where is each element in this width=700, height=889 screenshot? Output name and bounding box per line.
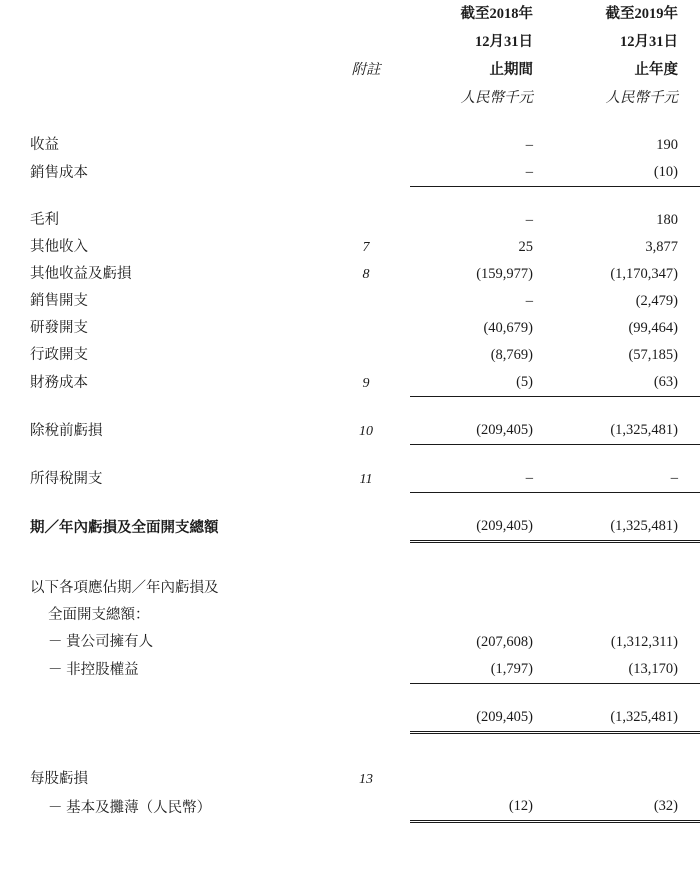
eps-label: 每股虧損 — [30, 771, 88, 787]
row-value-2018: 25 — [518, 239, 533, 255]
header-col1-line2: 12月31日 — [475, 34, 533, 50]
row-note — [340, 207, 410, 234]
attribution-item-note — [340, 629, 410, 656]
attribution-item-label: － 貴公司擁有人 — [48, 634, 154, 650]
attribution-blank2-2018 — [410, 602, 555, 629]
header-note-blank — [340, 0, 410, 28]
table-header-row-4 — [0, 84, 700, 112]
attribution-heading-row-1 — [0, 575, 700, 602]
row-value-2018: (159,977) — [476, 266, 533, 282]
spacer-row — [0, 733, 700, 755]
attribution-total-row — [0, 704, 700, 733]
attribution-total-note — [340, 704, 410, 733]
spacer-after-header — [0, 112, 700, 132]
attribution-item-value-2018: (1,797) — [410, 656, 555, 684]
row-value-2019: – — [555, 465, 700, 493]
row-label: 銷售開支 — [30, 293, 88, 309]
row-label: 收益 — [30, 137, 59, 153]
row-note — [340, 132, 410, 159]
row-value-2019: 190 — [656, 137, 678, 153]
row-value-2019: 3,877 — [645, 239, 678, 255]
row-value-2018: – — [410, 159, 555, 187]
eps-detail-value-2018: (12) — [410, 793, 555, 822]
attribution-blank-2019 — [555, 575, 700, 602]
row-note — [340, 159, 410, 187]
row-label: 除稅前虧損 — [30, 422, 103, 439]
spacer-row — [0, 187, 700, 208]
row-value-2018: (209,405) — [410, 513, 555, 542]
attribution-heading-line2: 全面開支總額： — [48, 607, 150, 623]
row-note — [340, 288, 410, 315]
eps-detail-note — [340, 793, 410, 822]
header-blank-2 — [0, 28, 340, 56]
row-label: 毛利 — [30, 212, 59, 228]
row-value-2019: 180 — [656, 212, 678, 228]
header-col1-line1: 截至2018年 — [460, 6, 533, 22]
row-value-2019: (1,170,347) — [610, 266, 678, 282]
attribution-item-label: － 非控股權益 — [48, 661, 139, 678]
attribution-item-row — [0, 629, 700, 656]
header-note-blank-4 — [340, 84, 410, 112]
attribution-total-2018: (209,405) — [410, 704, 555, 733]
attribution-note-blank-2 — [340, 602, 410, 629]
row-value-2018: – — [525, 137, 533, 153]
table-header-row-2 — [0, 28, 700, 56]
row-value-2019: (10) — [555, 159, 700, 187]
row-label: 其他收入 — [30, 239, 88, 255]
attribution-item-note-2 — [340, 656, 410, 684]
row-note — [340, 342, 410, 369]
attribution-item-value-2019: (1,312,311) — [610, 634, 678, 650]
row-value-2018: (209,405) — [410, 417, 555, 445]
header-col2-line3: 止年度 — [634, 62, 678, 78]
row-value-2019: (2,479) — [635, 293, 678, 309]
table-row — [0, 234, 700, 261]
table-row — [0, 261, 700, 288]
header-note-blank-2 — [340, 28, 410, 56]
attribution-item-row — [0, 656, 700, 684]
attribution-heading-line1: 以下各項應佔期／年內虧損及 — [30, 580, 219, 596]
table-row — [0, 207, 700, 234]
row-value-2018: (40,679) — [483, 320, 533, 336]
attribution-heading-row-2 — [0, 602, 700, 629]
spacer-row — [0, 397, 700, 418]
row-note: 8 — [362, 267, 370, 282]
row-label: 所得稅開支 — [30, 470, 103, 487]
eps-detail-value-2019: (32) — [555, 793, 700, 822]
row-note: 11 — [359, 471, 373, 487]
attribution-item-value-2018: (207,608) — [476, 634, 533, 650]
row-note: 9 — [362, 375, 370, 391]
spacer-row — [0, 563, 700, 575]
table-row — [0, 342, 700, 369]
row-value-2019: (1,325,481) — [555, 417, 700, 445]
row-value-2018: (5) — [410, 369, 555, 397]
eps-blank-2019 — [555, 766, 700, 793]
header-col2-line1: 截至2019年 — [605, 6, 678, 22]
header-col1-line3: 止期間 — [489, 62, 533, 78]
row-label: 期／年內虧損及全面開支總額 — [30, 519, 219, 536]
row-value-2018: – — [525, 293, 533, 309]
row-label: 研發開支 — [30, 320, 88, 336]
eps-blank-2018 — [410, 766, 555, 793]
attribution-item-value-2019: (13,170) — [555, 656, 700, 684]
header-col1-unit: 人民幣千元 — [460, 90, 533, 106]
table-row — [0, 159, 700, 187]
attribution-total-2019: (1,325,481) — [555, 704, 700, 733]
row-note — [340, 513, 410, 542]
row-value-2018: (8,769) — [490, 347, 533, 363]
row-value-2019: (57,185) — [628, 347, 678, 363]
attribution-blank2-2019 — [555, 602, 700, 629]
row-value-2019: (1,325,481) — [555, 513, 700, 542]
row-note: 7 — [362, 240, 370, 255]
table-row — [0, 465, 700, 493]
eps-row — [0, 766, 700, 793]
row-value-2019: (99,464) — [628, 320, 678, 336]
attribution-note-blank — [340, 575, 410, 602]
row-value-2018: – — [410, 465, 555, 493]
eps-note: 13 — [359, 772, 373, 787]
table-header-row-1 — [0, 0, 700, 28]
header-blank — [0, 0, 340, 28]
row-value-2018: – — [525, 212, 533, 228]
spacer-row — [0, 542, 700, 564]
row-label: 行政開支 — [30, 347, 88, 363]
header-note-label: 附註 — [351, 62, 381, 78]
table-row — [0, 288, 700, 315]
row-value-2019: (63) — [555, 369, 700, 397]
table-row — [0, 369, 700, 397]
eps-detail-row — [0, 793, 700, 822]
row-label: 銷售成本 — [30, 164, 88, 181]
spacer-row — [0, 684, 700, 705]
header-blank-3 — [0, 56, 340, 84]
table-row-total — [0, 513, 700, 542]
spacer-row — [0, 445, 700, 466]
attribution-blank-2018 — [410, 575, 555, 602]
row-note: 10 — [359, 423, 373, 439]
header-col2-line2: 12月31日 — [620, 34, 678, 50]
table-row — [0, 417, 700, 445]
table-row — [0, 315, 700, 342]
row-note — [340, 315, 410, 342]
row-label: 財務成本 — [30, 374, 88, 391]
spacer-row — [0, 754, 700, 766]
eps-detail-label: － 基本及攤薄（人民幣） — [48, 799, 212, 816]
header-col2-unit: 人民幣千元 — [605, 90, 678, 106]
row-label: 其他收益及虧損 — [30, 266, 132, 282]
spacer-row — [0, 493, 700, 514]
table-row — [0, 132, 700, 159]
header-blank-4 — [0, 84, 340, 112]
attribution-total-label — [0, 704, 340, 733]
table-header-row-3 — [0, 56, 700, 84]
